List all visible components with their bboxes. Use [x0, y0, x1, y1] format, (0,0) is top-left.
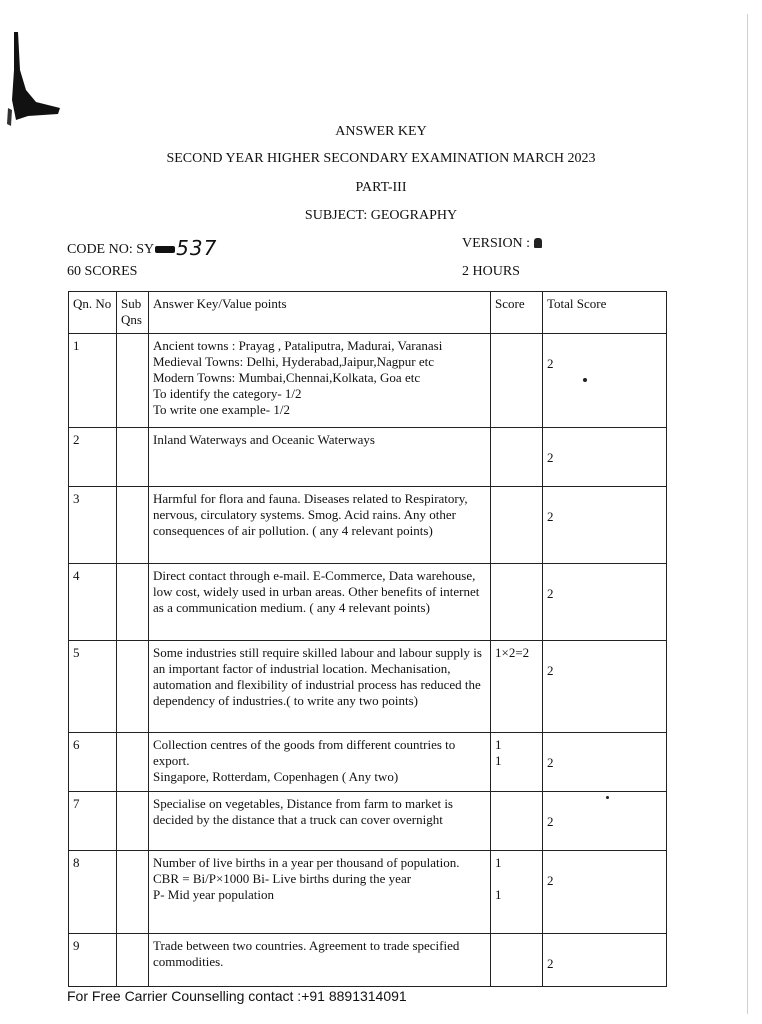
answer-line: Inland Waterways and Oceanic Waterways: [153, 432, 375, 447]
table-row: [69, 334, 667, 428]
code-handwritten: 537: [176, 236, 218, 260]
score-cell: [491, 792, 543, 851]
answer-line: To identify the category- 1/2: [153, 386, 302, 401]
sub-question: [117, 334, 149, 428]
scan-speck: [606, 796, 609, 799]
answer-points: [149, 334, 491, 428]
answer-key-table: [68, 291, 667, 987]
total-score: 2: [543, 487, 667, 564]
header-total: Total Score: [543, 292, 667, 334]
score-value: 1: [495, 887, 502, 902]
total-score: 2: [543, 334, 667, 428]
answer-points: [149, 733, 491, 792]
scan-artifact-mark: [6, 30, 62, 130]
answer-line: Medieval Towns: Delhi, Hyderabad,Jaipur,Nagpur etc: [153, 354, 434, 369]
answer-line: Number of live births in a year per thousand of population.: [153, 855, 460, 870]
code-number: [67, 236, 217, 260]
answer-points: [149, 641, 491, 733]
question-number: 5: [69, 641, 117, 733]
answer-line: Singapore, Rotterdam, Copenhagen ( Any two): [153, 769, 399, 784]
score-cell: [491, 851, 543, 934]
table-row: [69, 564, 667, 641]
answer-line: Specialise on vegetables, Distance from farm to market is decided by the distance that a truck can cover overnight: [153, 796, 453, 827]
answer-line: Trade between two countries. Agreement to trade specified commodities.: [153, 938, 460, 969]
sub-question: [117, 792, 149, 851]
table-row: [69, 733, 667, 792]
question-number: 7: [69, 792, 117, 851]
question-number: 8: [69, 851, 117, 934]
total-score: 2: [543, 641, 667, 733]
answer-points: [149, 428, 491, 487]
answer-line: To write one example- 1/2: [153, 402, 290, 417]
counselling-contact: For Free Carrier Counselling contact :+91 8891314091: [67, 988, 407, 1004]
score-cell: [491, 487, 543, 564]
table-row: [69, 792, 667, 851]
answer-line: Direct contact through e-mail. E-Commerce, Data warehouse, low cost, widely used in urban areas. Other benefits of internet as a communication medium. ( any 4 relevant points): [153, 568, 480, 615]
answer-points: [149, 851, 491, 934]
exam-part: PART-III: [355, 180, 407, 195]
exam-name: SECOND YEAR HIGHER SECONDARY EXAMINATION MARCH 2023: [166, 151, 596, 166]
sub-question: [117, 641, 149, 733]
answer-line: P- Mid year population: [153, 887, 274, 902]
score-value: 1: [495, 737, 502, 752]
question-number: 9: [69, 934, 117, 987]
answer-line: Ancient towns : Prayag , Pataliputra, Madurai, Varanasi: [153, 338, 443, 353]
answer-line: Modern Towns: Mumbai,Chennai,Kolkata, Goa etc: [153, 370, 421, 385]
score-cell: [491, 564, 543, 641]
sub-question: [117, 851, 149, 934]
document-title: ANSWER KEY: [335, 124, 427, 139]
version-label: VERSION :: [462, 236, 531, 251]
table-row: [69, 851, 667, 934]
answer-points: [149, 792, 491, 851]
score-value: 1: [495, 855, 502, 870]
sub-question: [117, 733, 149, 792]
total-score: 2: [543, 733, 667, 792]
table-row: [69, 934, 667, 987]
score-cell: [491, 733, 543, 792]
header-score: Score: [491, 292, 543, 334]
total-score: 2: [543, 934, 667, 987]
question-number: 2: [69, 428, 117, 487]
total-score: 2: [543, 792, 667, 851]
redaction-mark: [155, 246, 175, 253]
answer-line: Some industries still require skilled labour and labour supply is an important factor of industrial location. Mechanisation, automation and flexibility of industrial process has reduced the dependency of industries.( to write any two points): [153, 645, 482, 708]
question-number: 3: [69, 487, 117, 564]
score-value: 1×2=2: [495, 645, 530, 660]
total-score: 2: [543, 851, 667, 934]
score-cell: [491, 334, 543, 428]
answer-line: Collection centres of the goods from different countries to export.: [153, 737, 456, 768]
total-score: 2: [543, 564, 667, 641]
sub-question: [117, 934, 149, 987]
scan-speck: [583, 378, 587, 382]
question-number: 6: [69, 733, 117, 792]
score-cell: [491, 934, 543, 987]
score-cell: [491, 428, 543, 487]
sub-question: [117, 564, 149, 641]
answer-points: [149, 564, 491, 641]
header-answer: Answer Key/Value points: [149, 292, 491, 334]
table-row: [69, 641, 667, 733]
score-value: 1: [495, 753, 502, 768]
question-number: 1: [69, 334, 117, 428]
total-scores: 60 SCORES: [67, 264, 138, 279]
question-number: 4: [69, 564, 117, 641]
total-score: 2: [543, 428, 667, 487]
version: [462, 236, 542, 252]
sub-question: [117, 428, 149, 487]
answer-rows: [69, 334, 667, 987]
exam-duration: 2 HOURS: [462, 264, 520, 279]
table-row: [69, 428, 667, 487]
sub-question: [117, 487, 149, 564]
exam-subject: SUBJECT: GEOGRAPHY: [304, 208, 458, 223]
answer-line: CBR = Bi/P×1000 Bi- Live births during the year: [153, 871, 412, 886]
table-header-row: [69, 292, 667, 334]
answer-points: [149, 934, 491, 987]
header-sub: Sub Qns: [117, 292, 149, 334]
table-row: [69, 487, 667, 564]
answer-line: Harmful for flora and fauna. Diseases related to Respiratory, nervous, circulatory systems. Smog. Acid rains. Any other consequences of air pollution. ( any 4 relevant points): [153, 491, 468, 538]
score-cell: [491, 641, 543, 733]
answer-points: [149, 487, 491, 564]
version-redaction-mark: [534, 238, 542, 248]
code-label: CODE NO: SY: [67, 242, 155, 257]
header-qn: Qn. No: [69, 292, 117, 334]
